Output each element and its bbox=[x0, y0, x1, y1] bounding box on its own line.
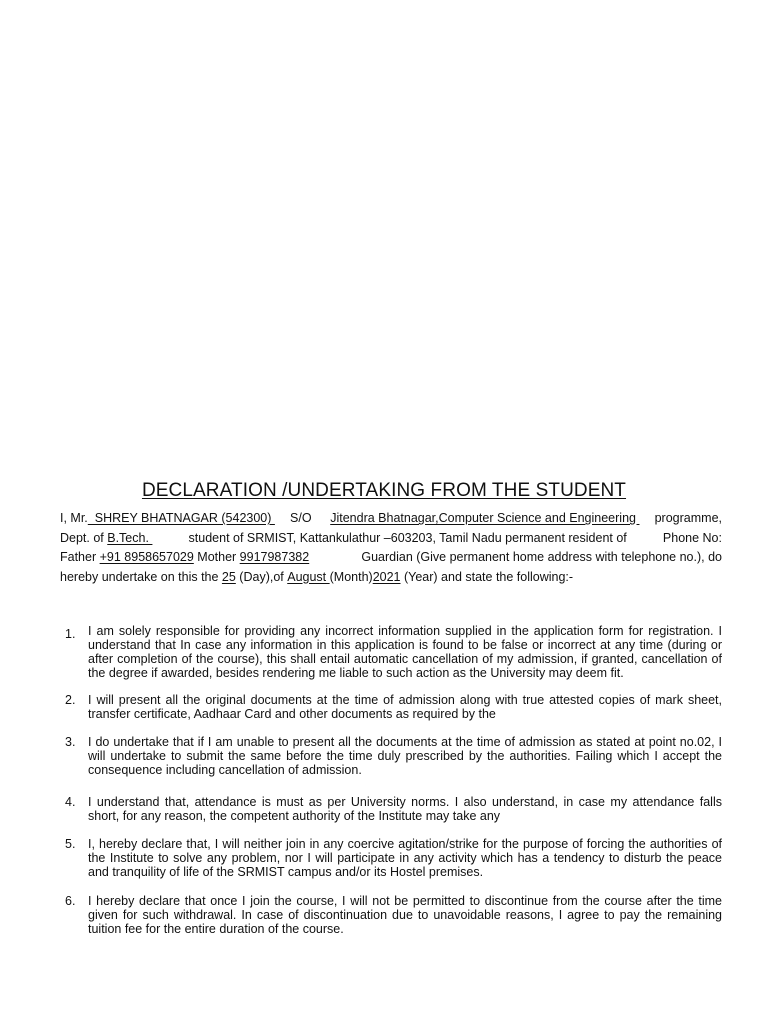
intro-line-2 bbox=[60, 529, 722, 549]
dept-label: Dept. of bbox=[60, 530, 108, 545]
father-name-and-programme: Jitendra Bhatnagar,Computer Science and Engineering bbox=[330, 511, 640, 525]
institute-text: student of SRMIST, Kattankulathur –603203, Tamil Nadu permanent resident of bbox=[188, 530, 627, 545]
guardian-text: Guardian (Give permanent home address with telephone no.), do bbox=[357, 550, 722, 564]
list-item bbox=[60, 837, 722, 879]
student-name: SHREY BHATNAGAR (542300) bbox=[87, 511, 275, 525]
undertake-text: hereby undertake on this the bbox=[60, 569, 222, 584]
list-item bbox=[60, 624, 722, 680]
day-value: 25 bbox=[221, 569, 236, 584]
mother-label: Mother bbox=[193, 550, 240, 564]
day-label: (Day),of bbox=[235, 569, 288, 584]
month-value: August bbox=[287, 569, 330, 584]
item-text: I understand that, attendance is must as per University norms. I also understand, in case my attendance falls short, for any reason, the competent authority of the Institute may take any bbox=[88, 795, 722, 823]
dept-value: B.Tech. bbox=[107, 530, 153, 545]
item-number: 3. bbox=[65, 735, 76, 749]
item-text: I will present all the original documents at the time of admission along with true attested copies of mark sheet, transfer certificate, Aadhaar Card and other documents as required by the bbox=[88, 693, 722, 721]
intro-line-3 bbox=[60, 548, 722, 568]
phone-label: Phone No: bbox=[662, 530, 722, 545]
intro-line-1 bbox=[60, 509, 722, 529]
month-label: (Month) bbox=[329, 569, 373, 584]
item-number: 2. bbox=[65, 693, 76, 707]
year-value: 2021 bbox=[372, 569, 401, 584]
intro-line-4 bbox=[60, 568, 722, 588]
list-item bbox=[60, 735, 722, 777]
intro-programme-label: programme, bbox=[654, 511, 722, 525]
father-phone: +91 8958657029 bbox=[99, 550, 194, 564]
intro-so-label: S/O bbox=[290, 511, 316, 525]
father-label: Father bbox=[60, 550, 100, 564]
item-text: I am solely responsible for providing any incorrect information supplied in the application form for registration. I understand that In case any information in this application is found to be false or incorrect at any time (during or after completion of the course), this shall entail automatic cancellation of my admission, if granted, cancellation of the degree if awarded, besides rendering me liable to such action as the University may deem fit. bbox=[88, 624, 722, 680]
item-number: 4. bbox=[65, 795, 76, 809]
declaration-intro bbox=[60, 509, 722, 587]
year-label-and-following: (Year) and state the following:- bbox=[400, 569, 574, 584]
document-title: DECLARATION /UNDERTAKING FROM THE STUDENT bbox=[141, 480, 627, 501]
item-number: 1. bbox=[65, 627, 76, 641]
item-number: 5. bbox=[65, 837, 76, 851]
mother-phone: 9917987382 bbox=[239, 550, 310, 564]
list-item bbox=[60, 795, 722, 823]
item-text: I do undertake that if I am unable to present all the documents at the time of admission as stated at point no.02, I will undertake to submit the same before the time duly prescribed by the authorities. Failing which I accept the consequence including cancellation of admission. bbox=[88, 735, 722, 777]
list-item bbox=[60, 894, 722, 936]
item-text: I hereby declare that once I join the course, I will not be permitted to discontinue from the course after the time given for such withdrawal. In case of discontinuation due to unavoidable reasons, I agree to pay the remaining tuition fee for the entire duration of the course. bbox=[88, 894, 722, 936]
item-number: 6. bbox=[65, 894, 76, 908]
intro-prefix: I, Mr. bbox=[60, 511, 88, 525]
item-text: I, hereby declare that, I will neither join in any coercive agitation/strike for the purpose of forcing the authorities of the Institute to solve any problem, nor I will participate in any activity which has a tendency to disturb the peace and tranquility of life of the SRMIST campus and/or its Hostel premises. bbox=[88, 837, 722, 879]
list-item bbox=[60, 693, 722, 721]
